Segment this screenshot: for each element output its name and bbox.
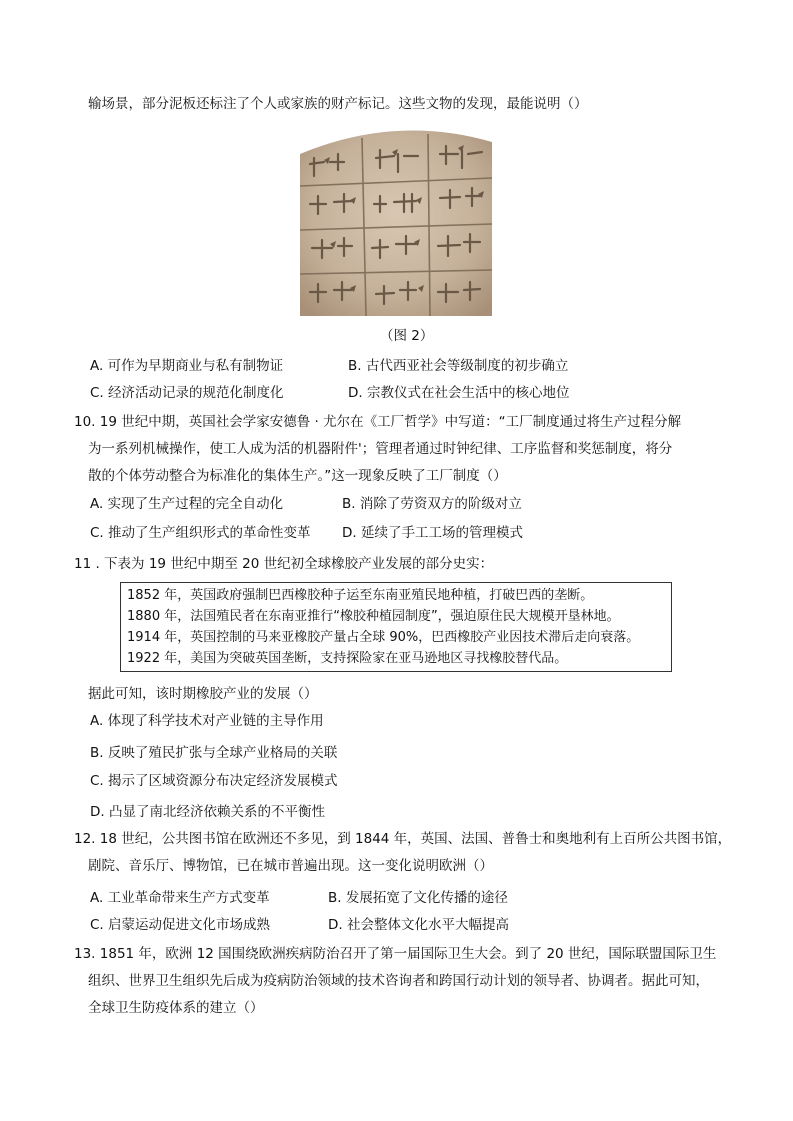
q10-option-c[interactable]: C. 推动了生产组织形式的革命性变革 xyxy=(90,525,311,541)
q13-stem-line-1: 13. 1851 年，欧洲 12 国围绕欧洲疾病防治召开了第一届国际卫生大会。到了 20 世纪，国际联盟国际卫生 xyxy=(74,946,717,962)
q12-stem-line-2: 剧院、音乐厅、博物馆，已在城市普遍出现。这一变化说明欧洲（） xyxy=(88,858,493,874)
q13-stem-line-2: 组织、世界卫生组织先后成为疫病防治领域的技术咨询者和跨国行动计划的领导者、协调者。据此可知， xyxy=(88,973,709,989)
q11-history-table xyxy=(120,582,672,672)
q11-option-a[interactable]: A. 体现了科学技术对产业链的主导作用 xyxy=(90,713,324,729)
q10-option-d[interactable]: D. 延续了手工工场的管理模式 xyxy=(342,525,523,541)
q12-option-d[interactable]: D. 社会整体文化水平大幅提高 xyxy=(328,917,509,933)
q10-stem-line-1: 10. 19 世纪中期，英国社会学家安德鲁 · 尤尔在《工厂哲学》中写道：“工厂制度通过将生产过程分解 xyxy=(74,414,682,430)
cuneiform-tablet-icon xyxy=(300,124,492,316)
table-row: 1880 年，法国殖民者在东南亚推行“橡胶种植园制度”，强迫原住民大规模开垦林地。 xyxy=(127,609,620,624)
q9-option-c[interactable]: C. 经济活动记录的规范化制度化 xyxy=(90,385,284,401)
q12-stem-line-1: 12. 18 世纪，公共图书馆在欧洲还不多见，到 1844 年，英国、法国、普鲁士和奥地利有上百所公共图书馆， xyxy=(74,831,732,847)
q10-stem-line-3: 散的个体劳动整合为标准化的集体生产。”这一现象反映了工厂制度（） xyxy=(88,468,507,484)
q9-option-a[interactable]: A. 可作为早期商业与私有制物证 xyxy=(90,358,284,374)
table-row: 1922 年，美国为突破英国垄断，支持探险家在亚马逊地区寻找橡胶替代品。 xyxy=(127,651,568,666)
q11-stem: 11 . 下表为 19 世纪中期至 20 世纪初全球橡胶产业发展的部分史实： xyxy=(74,556,494,572)
q10-stem-line-2: 为一系列机械操作，使工人成为活的机器附件'；管理者通过时钟纪律、工序监督和奖惩制度，将分 xyxy=(88,441,673,457)
q13-stem-line-3: 全球卫生防疫体系的建立（） xyxy=(88,1000,264,1016)
q11-option-b[interactable]: B. 反映了殖民扩张与全球产业格局的关联 xyxy=(90,745,338,761)
q9-option-b[interactable]: B. 古代西亚社会等级制度的初步确立 xyxy=(348,358,569,374)
q11-option-d[interactable]: D. 凸显了南北经济依赖关系的不平衡性 xyxy=(90,804,325,820)
cuneiform-tablet-image xyxy=(300,124,492,316)
q10-option-b[interactable]: B. 消除了劳资双方的阶级对立 xyxy=(342,496,522,512)
figure-caption: （图 2） xyxy=(380,328,434,344)
q11-option-c[interactable]: C. 揭示了区域资源分布决定经济发展模式 xyxy=(90,773,338,789)
q10-option-a[interactable]: A. 实现了生产过程的完全自动化 xyxy=(90,496,284,512)
table-row: 1852 年，英国政府强制巴西橡胶种子运至东南亚殖民地种植，打破巴西的垄断。 xyxy=(127,588,594,603)
q12-option-b[interactable]: B. 发展拓宽了文化传播的途径 xyxy=(328,890,508,906)
q11-question: 据此可知，该时期橡胶产业的发展（） xyxy=(88,686,318,702)
q12-option-c[interactable]: C. 启蒙运动促进文化市场成熟 xyxy=(90,917,271,933)
q9-option-d[interactable]: D. 宗教仪式在社会生活中的核心地位 xyxy=(348,385,570,401)
q9-stem-tail: 输场景，部分泥板还标注了个人或家族的财产标记。这些文物的发现，最能说明（） xyxy=(88,96,588,112)
q12-option-a[interactable]: A. 工业革命带来生产方式变革 xyxy=(90,890,270,906)
table-row: 1914 年，英国控制的马来亚橡胶产量占全球 90%，巴西橡胶产业因技术滞后走向衰落。 xyxy=(127,630,640,645)
